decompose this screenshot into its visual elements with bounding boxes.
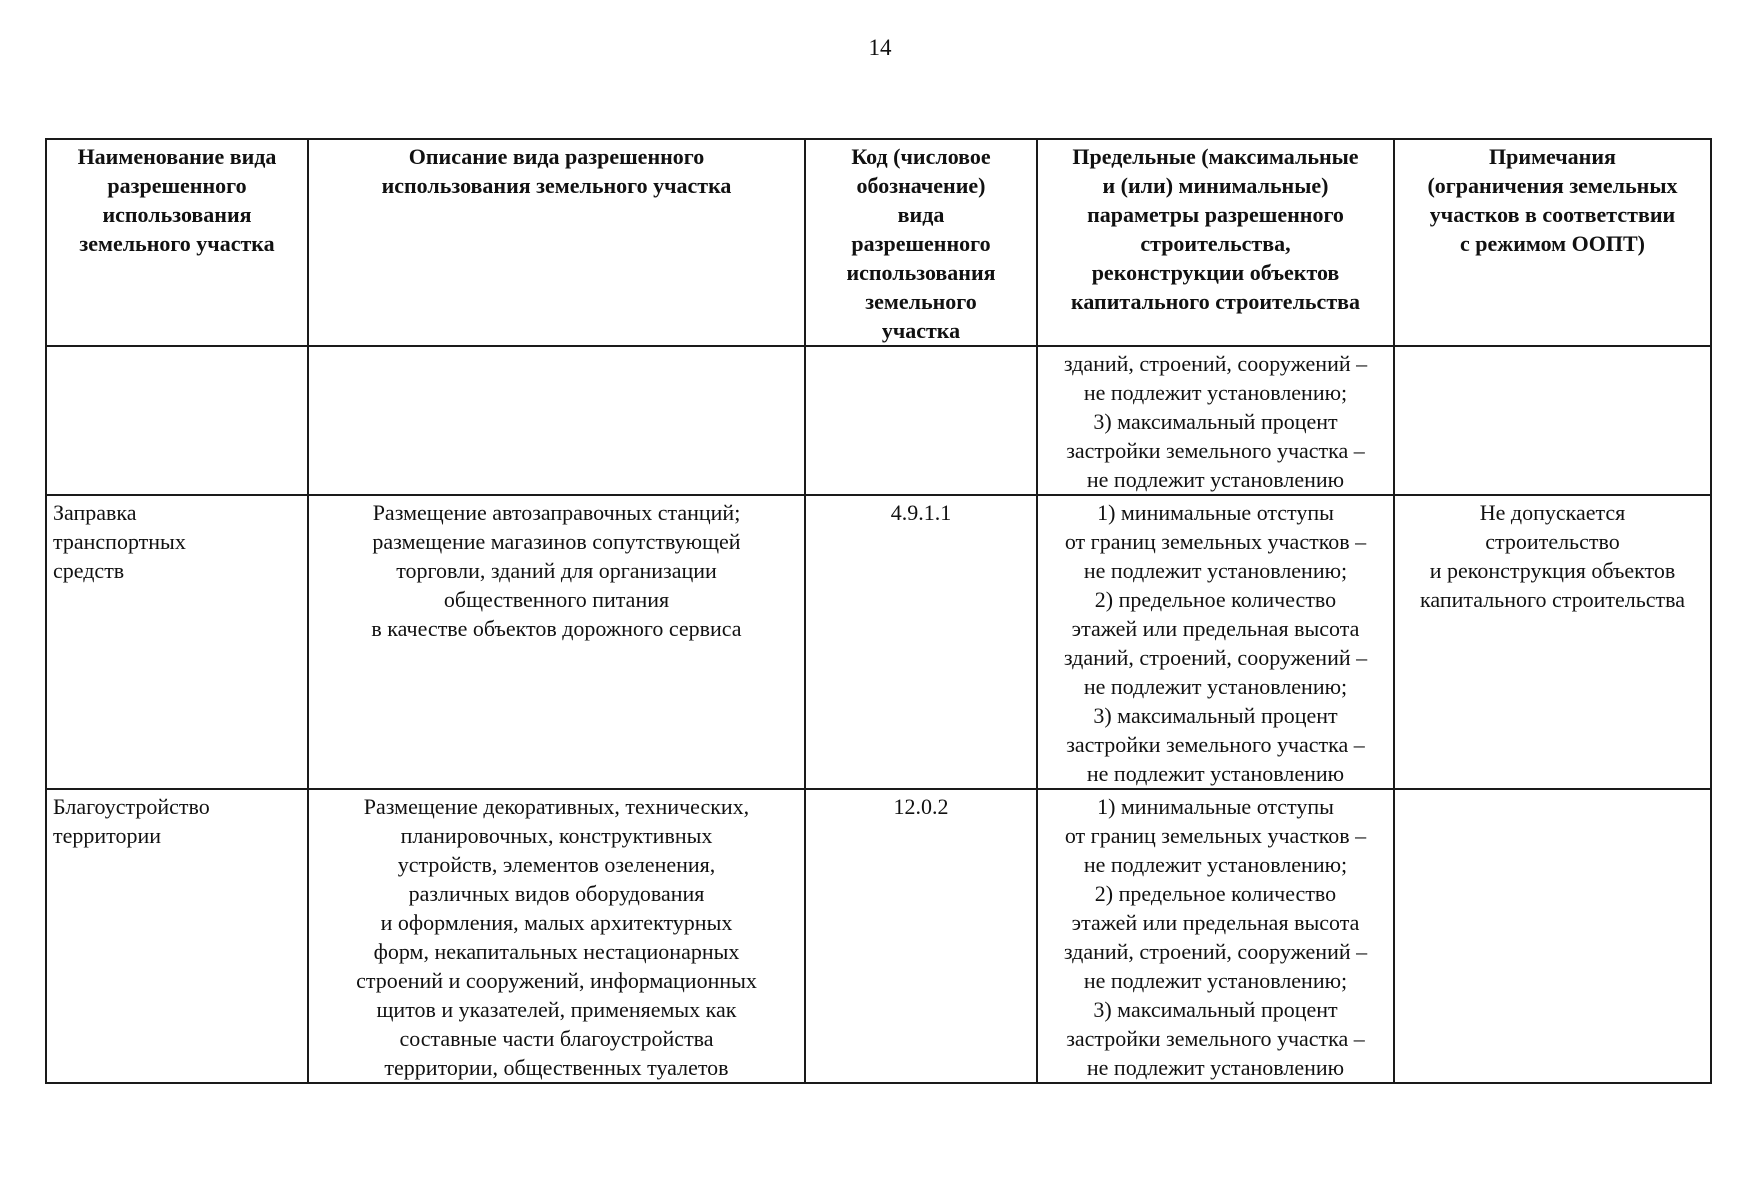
cell-code: 4.9.1.1 bbox=[805, 495, 1037, 789]
cell-code bbox=[805, 346, 1037, 495]
cell-description: Размещение автозаправочных станций; размещение магазинов сопутствующей торговли, зданий для организации общественного питания в качестве объектов дорожного сервиса bbox=[308, 495, 805, 789]
header-description: Описание вида разрешенного использования земельного участка bbox=[308, 139, 805, 346]
cell-description bbox=[308, 346, 805, 495]
land-use-table bbox=[45, 138, 1712, 1084]
page-number: 14 bbox=[868, 35, 892, 60]
header-params: Предельные (максимальные и (или) минимальные) параметры разрешенного строительства, реконструкции объектов капитального строительства bbox=[1037, 139, 1394, 346]
cell-params: 1) минимальные отступы от границ земельных участков – не подлежит установлению; 2) предельное количество этажей или предельная высота зданий, строений, сооружений – не подлежит установлению; 3) максимальный процент застройки земельного участка – не подлежит установлению bbox=[1037, 789, 1394, 1083]
cell-name bbox=[46, 346, 308, 495]
cell-name: Благоустройство территории bbox=[46, 789, 308, 1083]
table-row bbox=[46, 495, 1711, 789]
cell-description: Размещение декоративных, технических, планировочных, конструктивных устройств, элементов озеленения, различных видов оборудования и оформления, малых архитектурных форм, некапитальных нестационарных строений и сооружений, информационных щитов и указателей, применяемых как составные части благоустройства территории, общественных туалетов bbox=[308, 789, 805, 1083]
table-row bbox=[46, 346, 1711, 495]
cell-notes bbox=[1394, 789, 1711, 1083]
table-row bbox=[46, 789, 1711, 1083]
cell-params: 1) минимальные отступы от границ земельных участков – не подлежит установлению; 2) предельное количество этажей или предельная высота зданий, строений, сооружений – не подлежит установлению; 3) максимальный процент застройки земельного участка – не подлежит установлению bbox=[1037, 495, 1394, 789]
header-notes: Примечания (ограничения земельных участков в соответствии с режимом ООПТ) bbox=[1394, 139, 1711, 346]
cell-params: зданий, строений, сооружений – не подлежит установлению; 3) максимальный процент застройки земельного участка – не подлежит установлению bbox=[1037, 346, 1394, 495]
cell-notes bbox=[1394, 346, 1711, 495]
cell-notes: Не допускается строительство и реконструкция объектов капитального строительства bbox=[1394, 495, 1711, 789]
table-header-row bbox=[46, 139, 1711, 346]
cell-name: Заправка транспортных средств bbox=[46, 495, 308, 789]
header-name: Наименование вида разрешенного использования земельного участка bbox=[46, 139, 308, 346]
cell-code: 12.0.2 bbox=[805, 789, 1037, 1083]
header-code: Код (числовое обозначение) вида разрешенного использования земельного участка bbox=[805, 139, 1037, 346]
